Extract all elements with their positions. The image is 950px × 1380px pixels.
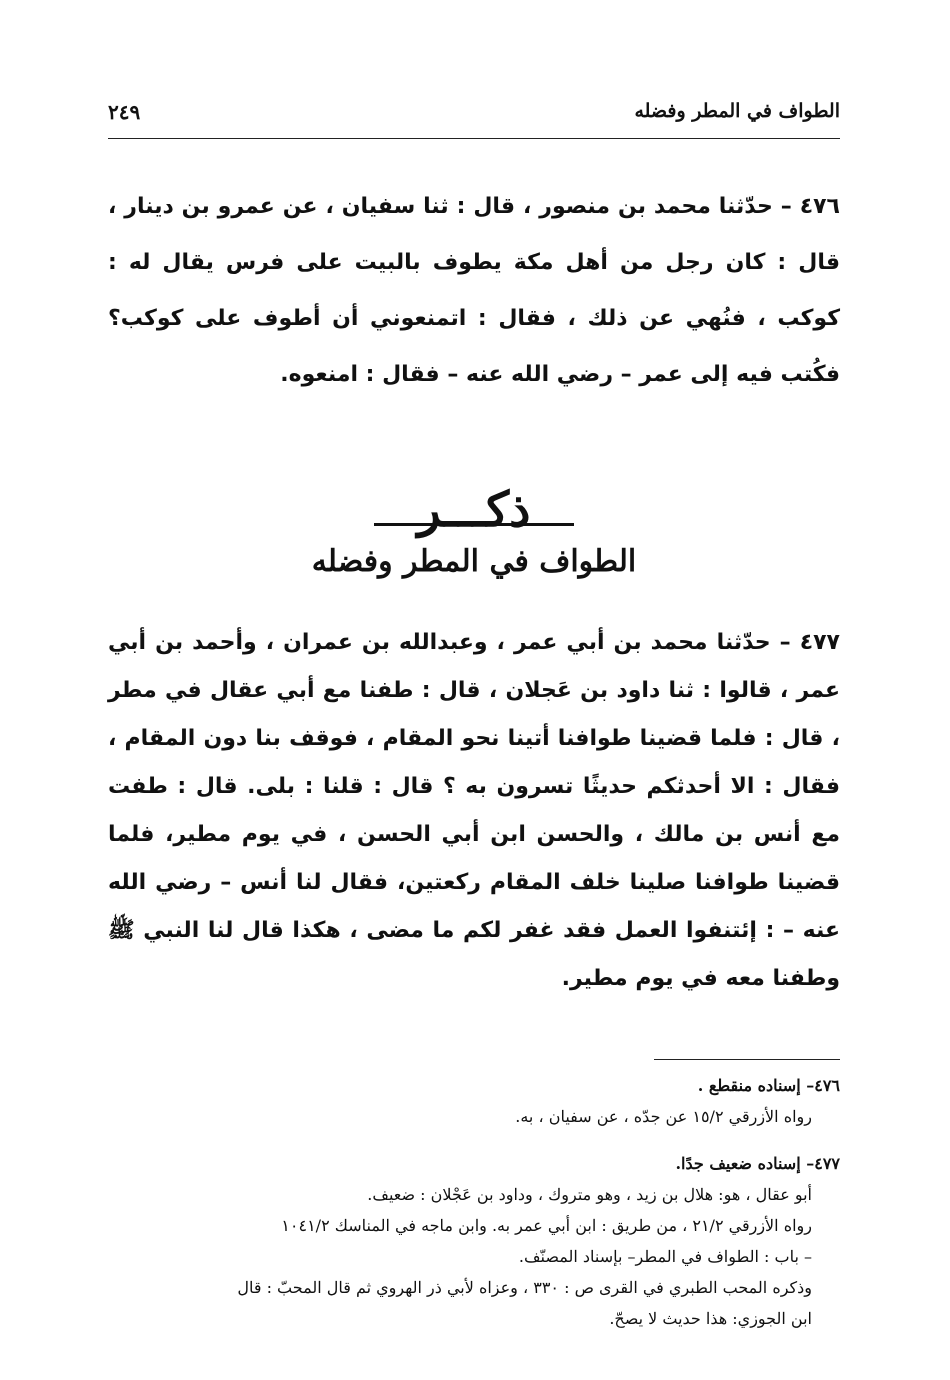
footnote-heading: ٤٧٧– إسناده ضعيف جدًا. [675,1154,840,1173]
hadith-476: ٤٧٦ – حدّثنا محمد بن منصور ، قال : ثنا سفيان ، عن عمرو بن دينار ، قال : كان رجل من أهل مكة يطوف بالبيت على فرس يقال له : كوكب ، فنُهي عن ذلك ، فقال : اتمنعوني أن أطوف على كوكب؟ فكُتب فيه إلى عمر – رضي الله عنه – فقال : امنعوه. [108,194,840,387]
footnote-line: أبو عقال ، هو: هلال بن زيد ، وهو متروك ، وداود بن عَجْلان : ضعيف. [367,1185,812,1204]
footnote-divider [654,1059,840,1060]
book-page [108,90,840,1330]
footnote-line: رواه الأزرقي ١٥/٢ عن جدّه ، عن سفيان ، به. [515,1107,812,1126]
footnote-heading: ٤٧٦– إسناده منقطع . [697,1076,840,1095]
running-title: الطواف في المطر وفضله [634,100,840,122]
footnote-line: وذكره المحب الطبري في القرى ص : ٣٣٠ ، وعزاه لأبي ذر الهروي ثم قال المحبّ : قال [237,1278,812,1297]
hadith-477: ٤٧٧ – حدّثنا محمد بن أبي عمر ، وعبدالله بن عمران ، وأحمد بن أبي عمر ، قالوا : ثنا داود بن عَجلان ، قال : طفنا مع أبي عقال في مطر ، قال : فلما قضينا طوافنا أتينا نحو المقام ، فوقف بنا دون المقام ، فقال : الا أحدثكم حديثًا تسرون به ؟ قال : قلنا : بلى. قال : طفت مع أنس بن مالك ، والحسن ابن أبي الحسن ، في يوم مطير، فلما قضينا طوافنا صلينا خلف المقام ركعتين، فقال لنا أنس – رضي الله عنه – : إئتنفوا العمل فقد غفر لكم ما مضى ، هكذا قال لنا النبي ﷺ وطفنا معه في يوم مطير. [108,630,840,991]
section-subtitle: الطواف في المطر وفضله [311,544,637,579]
page-header [108,90,840,139]
section-dhikr-title: ذكـــر [417,482,531,538]
section-heading [108,483,840,579]
footnote-line: ابن الجوزي: هذا حديث لا يصحّ. [609,1309,812,1328]
footnote-477 [108,1148,840,1334]
footnote-line: – باب : الطواف في المطر– بإسناد المصنّف. [518,1247,812,1266]
footnotes [108,1070,840,1334]
page-number: ٢٤٩ [108,100,141,124]
footnote-476 [108,1070,840,1132]
footnote-line: رواه الأزرقي ٢١/٢ ، من طريق : ابن أبي عمر به. وابن ماجه في المناسك ١٠٤١/٢ [281,1216,812,1235]
